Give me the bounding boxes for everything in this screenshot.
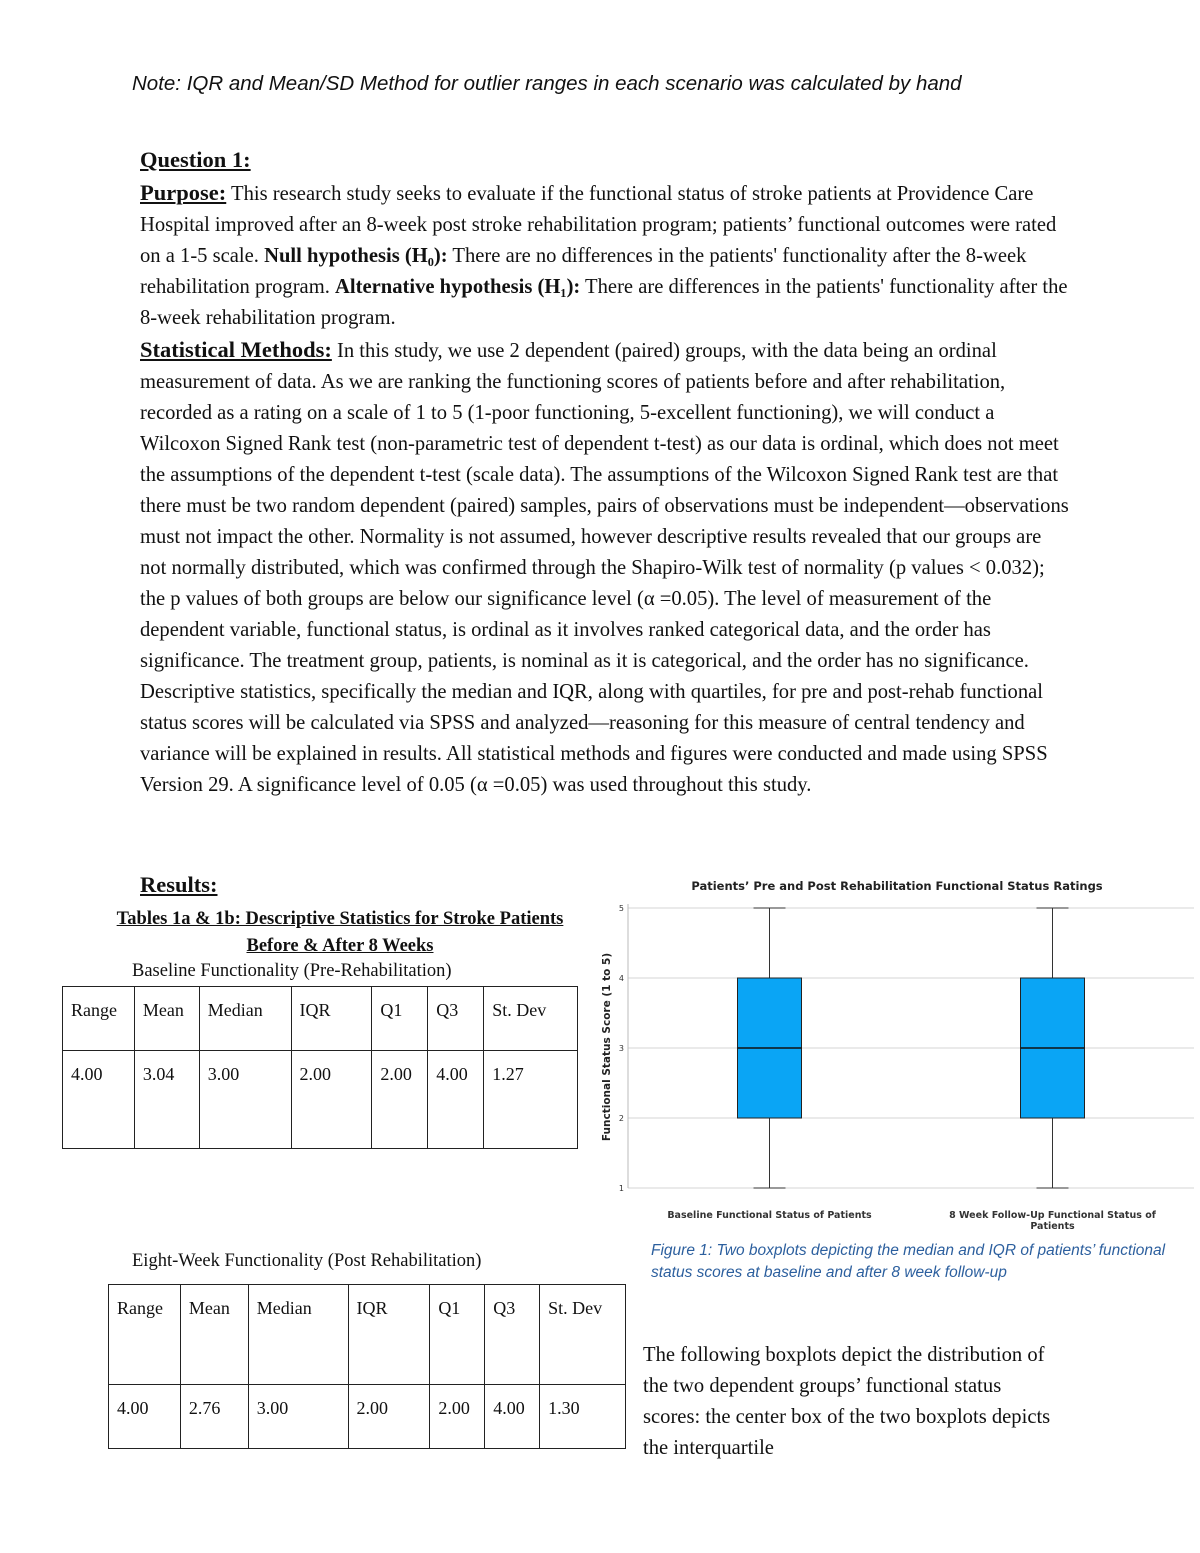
table-cell: 1.30: [540, 1385, 626, 1449]
table-header-cell: Median: [199, 987, 291, 1051]
figure-caption: Figure 1: Two boxplots depicting the median and IQR of patients’ functional status scores at baseline and after 8 week follow-up: [651, 1242, 1166, 1281]
table-cell: 4.00: [428, 1051, 484, 1149]
table-header-row: [63, 987, 578, 1051]
table-a-subtitle: Baseline Functionality (Pre-Rehabilitation): [132, 961, 452, 981]
y-tick-label: 2: [618, 1114, 624, 1123]
table-cell: 3.00: [199, 1051, 291, 1149]
x-category-label: Baseline Functional Status of Patients: [667, 1210, 872, 1221]
table-cell: 2.76: [180, 1385, 248, 1449]
table-cell: 4.00: [63, 1051, 135, 1149]
purpose-text: This research study seeks to evaluate if the functional status of stroke patients at Providence Care Hospital improved after an 8-week post stroke rehabilitation program; patients’ functional outcomes were rated on a 1-5 scale.: [140, 183, 1057, 267]
table-header-cell: Range: [109, 1285, 181, 1385]
table-header-cell: Q1: [372, 987, 428, 1051]
purpose-paragraph: [140, 177, 1070, 334]
chart-title: Patients’ Pre and Post Rehabilitation Functional Status Ratings: [691, 879, 1103, 893]
table-header-cell: IQR: [291, 987, 372, 1051]
table-header-cell: St. Dev: [540, 1285, 626, 1385]
table-cell: 3.04: [134, 1051, 199, 1149]
table-cell: 2.00: [348, 1385, 430, 1449]
table-b-subtitle: Eight-Week Functionality (Post Rehabilitation): [132, 1251, 482, 1271]
table-header-cell: Range: [63, 987, 135, 1051]
boxplot-chart: [592, 872, 1200, 1234]
methods-text: In this study, we use 2 dependent (paired) groups, with the data being an ordinal measurement of data. As we are ranking the functioning scores of patients before and after rehabilitation, recorded as a rating on a scale of 1 to 5 (1-poor functioning, 5-excellent functioning), we will conduct a Wilcoxon Signed Rank test (non-parametric test of dependent t-test) as our data is ordinal, which does not meet the assumptions of the dependent t-test (scale data). The assumptions of the Wilcoxon Signed Rank test are that there must be two random dependent (paired) samples, pairs of observations must be independent—observations must not impact the other. Normality is not assumed, however descriptive results revealed that our groups are not normally distributed, which was confirmed through the Shapiro-Wilk test of normality (p values < 0.032); the p values of both groups are below our significance level (α =0.05). The level of measurement of the dependent variable, functional status, is ordinal as it involves ranked categorical data, and the order has significance. The treatment group, patients, is nominal as it is categorical, and the order has no significance. Descriptive statistics, specifically the median and IQR, along with quartiles, for pre and post-rehab functional status scores will be calculated via SPSS and analyzed—reasoning for this measure of central tendency and variance will be explained in results. All statistical methods and figures were conducted and made using SPSS Version 29. A significance level of 0.05 (α =0.05) was used throughout this study.: [140, 340, 1069, 796]
table-header-cell: St. Dev: [484, 987, 578, 1051]
methods-paragraph: [140, 334, 1070, 801]
y-axis-label: Functional Status Score (1 to 5): [601, 952, 613, 1142]
y-tick-label: 5: [618, 904, 624, 913]
table-header-cell: Q1: [430, 1285, 485, 1385]
purpose-label: Purpose:: [140, 180, 227, 205]
table-cell: 4.00: [485, 1385, 540, 1449]
boxplot-followup: [1021, 908, 1085, 1188]
table-cell: 2.00: [372, 1051, 428, 1149]
x-category-label: 8 Week Follow-Up Functional Status of Patients: [949, 1210, 1156, 1232]
table-baseline: [62, 986, 578, 1149]
methods-label: Statistical Methods:: [140, 337, 332, 362]
alt-hypothesis-text: There are differences in the patients' functionality after the 8-week rehabilitation program.: [140, 276, 1068, 329]
results-paragraph: The following boxplots depict the distribution of the two dependent groups’ functional status scores: the center box of the two boxplots depicts the interquartile: [643, 1344, 1051, 1459]
y-tick-label: 3: [618, 1044, 624, 1053]
y-tick-label: 1: [618, 1184, 624, 1193]
results-title: Results:: [140, 872, 218, 897]
alt-hypothesis-label: Alternative hypothesis (H₁):: [335, 276, 581, 298]
null-hypothesis-label: Null hypothesis (H₀):: [264, 245, 448, 267]
table-header-cell: IQR: [348, 1285, 430, 1385]
table-header-cell: Q3: [428, 987, 484, 1051]
table-header-cell: Q3: [485, 1285, 540, 1385]
question-title: Question 1:: [140, 147, 251, 172]
y-tick-label: 4: [618, 974, 624, 983]
table-cell: 3.00: [248, 1385, 348, 1449]
page-note: Note: IQR and Mean/SD Method for outlier ranges in each scenario was calculated by hand: [132, 72, 962, 95]
table-header-cell: Median: [248, 1285, 348, 1385]
table-cell: 2.00: [430, 1385, 485, 1449]
question-section: [140, 144, 1070, 801]
table-followup: [108, 1284, 626, 1449]
table-cell: 1.27: [484, 1051, 578, 1149]
table-header-cell: Mean: [134, 987, 199, 1051]
table-row: [109, 1385, 626, 1449]
table-cell: 4.00: [109, 1385, 181, 1449]
boxplot-baseline: [738, 908, 802, 1188]
null-hypothesis-text: There are no differences in the patients' functionality after the 8-week rehabilitation program.: [140, 245, 1027, 298]
table-cell: 2.00: [291, 1051, 372, 1149]
table-header-cell: Mean: [180, 1285, 248, 1385]
table-header-row: [109, 1285, 626, 1385]
table-row: [63, 1051, 578, 1149]
tables-caption: Tables 1a & 1b: Descriptive Statistics for Stroke Patients Before & After 8 Weeks: [116, 909, 564, 956]
